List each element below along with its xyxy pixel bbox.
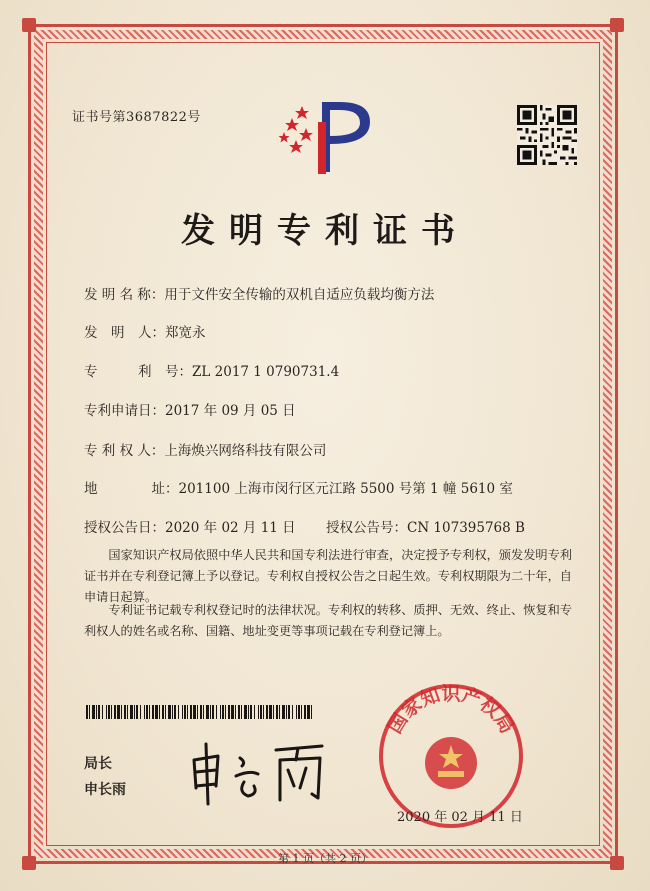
barcode-bar (203, 705, 204, 719)
barcode-bar (114, 705, 116, 719)
statement-paragraph: 专利证书记载专利权登记时的法律状况。专利权的转移、质押、无效、终止、恢复和专利权人的姓名或名称、国籍、地址变更等事项记载在专利登记簿上。 (84, 603, 572, 638)
barcode-bar (124, 705, 126, 719)
barcode-bar (254, 705, 255, 719)
field-label: 授权公告日： (84, 520, 165, 536)
director-title: 局长 (84, 756, 112, 772)
barcode-bar (225, 705, 226, 719)
barcode-bar (220, 705, 221, 719)
barcode-bar (260, 705, 262, 719)
barcode-bar (273, 705, 274, 719)
barcode-bar (127, 705, 128, 719)
barcode-bar (301, 705, 302, 719)
barcode-bar (244, 705, 247, 719)
field-value: 2020 年 02 月 11 日 (165, 520, 296, 536)
barcode-bar (159, 705, 160, 719)
barcode-bar (311, 705, 312, 719)
barcode-bar (144, 705, 145, 719)
barcode-bar (235, 705, 236, 719)
field-inventor (84, 321, 206, 341)
barcode-bar (282, 705, 285, 719)
barcode-bar (250, 705, 252, 719)
barcode-bar (136, 705, 138, 719)
field-label: 地 址： (84, 481, 179, 497)
barcode-bar (307, 705, 310, 719)
field-label: 专利申请日： (84, 403, 165, 419)
corner-ornament (22, 18, 36, 32)
barcode-bar (134, 705, 135, 719)
barcode-bar (193, 705, 196, 719)
barcode-bar (210, 705, 211, 719)
barcode-bar (263, 705, 264, 719)
seal-date: 2020 年 02 月 11 日 (397, 810, 523, 825)
signature-icon (180, 730, 340, 810)
field-label: 专 利 权 人： (84, 443, 165, 459)
barcode-bar (89, 705, 90, 719)
barcode-bar (304, 705, 306, 719)
barcode-bar (286, 705, 287, 719)
barcode-bar (111, 705, 112, 719)
barcode-bar (182, 705, 183, 719)
barcode-bar (108, 705, 110, 719)
barcode-bar (222, 705, 224, 719)
barcode-bar (106, 705, 107, 719)
field-label: 专 利 号： (84, 364, 192, 380)
field-grant-date (84, 516, 296, 536)
barcode-bar (298, 705, 300, 719)
barcode-bar (292, 705, 293, 719)
barcode-bar (146, 705, 148, 719)
barcode-bar (165, 705, 166, 719)
barcode-bar (258, 705, 259, 719)
barcode-bar (96, 705, 97, 719)
barcode-bar (231, 705, 234, 719)
barcode-bar (86, 705, 88, 719)
barcode-bar (174, 705, 176, 719)
barcode-bar (149, 705, 150, 719)
statement-paragraph: 国家知识产权局依照中华人民共和国专利法进行审查，决定授予专利权，颁发发明专利证书并在专利登记簿上予以登记。专利权自授权公告之日起生效。专利权期限为二十年，自申请日起算。 (84, 548, 572, 604)
barcode-bar (184, 705, 186, 719)
barcode-bar (130, 705, 133, 719)
barcode-icon (86, 705, 312, 719)
field-value: 郑宽永 (165, 325, 206, 341)
barcode-bar (172, 705, 173, 719)
field-value: 上海焕兴网络科技有限公司 (164, 443, 327, 459)
field-patentee (84, 439, 326, 459)
field-application-date (84, 399, 296, 419)
barcode-bar (190, 705, 192, 719)
field-value: 用于文件安全传输的双机自适应负载均衡方法 (164, 287, 435, 303)
barcode-bar (140, 705, 141, 719)
barcode-bar (98, 705, 100, 719)
barcode-bar (241, 705, 242, 719)
barcode-bar (228, 705, 230, 719)
qr-code-icon (517, 105, 577, 165)
field-label: 授权公告号： (326, 520, 407, 536)
barcode-bar (102, 705, 103, 719)
field-value: ZL 2017 1 0790731.4 (192, 364, 340, 380)
barcode-bar (296, 705, 297, 719)
field-label: 发 明 名 称： (84, 287, 165, 303)
svg-text:国家知识产权局: 国家知识产权局 (383, 683, 519, 738)
barcode-bar (238, 705, 240, 719)
barcode-bar (279, 705, 280, 719)
barcode-bar (117, 705, 120, 719)
barcode-bar (168, 705, 171, 719)
corner-ornament (610, 18, 624, 32)
barcode-bar (187, 705, 188, 719)
barcode-bar (212, 705, 214, 719)
barcode-bar (92, 705, 95, 719)
field-value: CN 107395768 B (407, 520, 525, 536)
field-patent-number (84, 360, 339, 380)
patent-office-logo-icon (270, 92, 380, 180)
barcode-bar (155, 705, 158, 719)
field-invention-name (84, 283, 434, 303)
barcode-bar (197, 705, 198, 719)
barcode-bar (162, 705, 164, 719)
field-value: 201100 上海市闵行区元江路 5500 号第 1 幢 5610 室 (178, 481, 513, 497)
barcode-bar (248, 705, 249, 719)
barcode-bar (200, 705, 202, 719)
barcode-bar (178, 705, 179, 719)
barcode-bar (121, 705, 122, 719)
barcode-bar (288, 705, 290, 719)
page-number: 第 1 页（共 2 页） (278, 852, 372, 865)
field-address (84, 477, 513, 497)
barcode-bar (269, 705, 272, 719)
field-value: 2017 年 09 月 05 日 (165, 403, 296, 419)
certificate-title: 发明专利证书 (181, 211, 469, 251)
field-label: 发 明 人： (84, 325, 165, 341)
field-announcement-number (326, 516, 525, 536)
barcode-bar (276, 705, 278, 719)
barcode-bar (206, 705, 209, 719)
barcode-bar (266, 705, 268, 719)
barcode-bar (216, 705, 217, 719)
director-name: 申长雨 (84, 782, 126, 798)
certificate-number: 证书号第3687822号 (72, 110, 201, 125)
barcode-bar (152, 705, 154, 719)
